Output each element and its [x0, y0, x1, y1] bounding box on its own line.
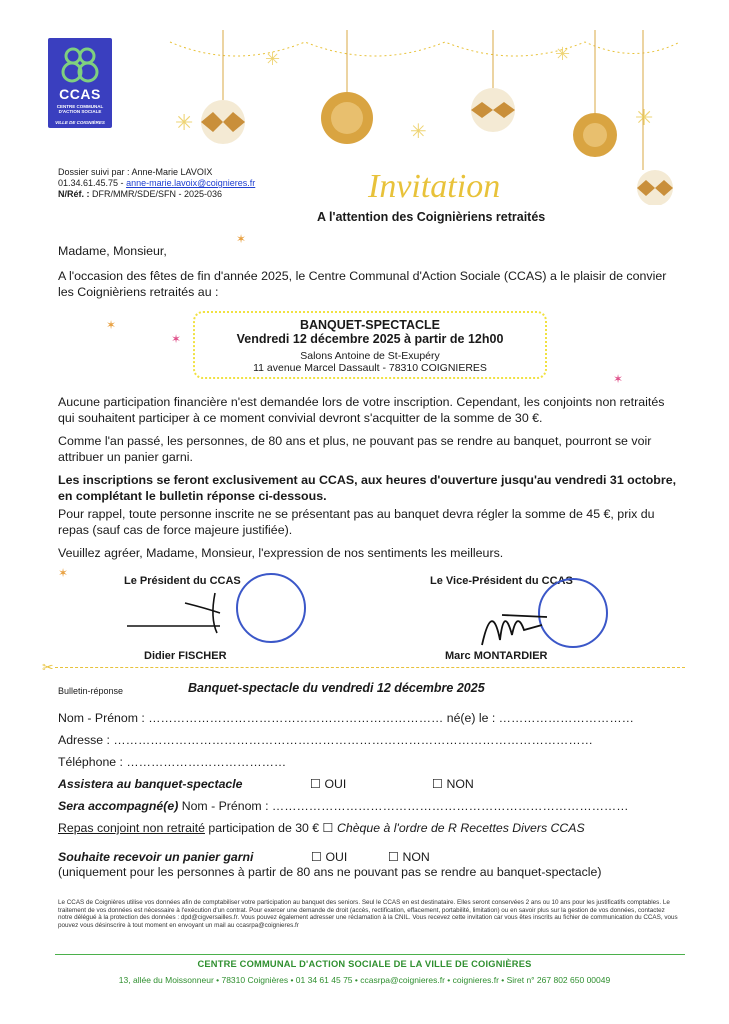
panier-non-checkbox[interactable]: ☐ NON — [388, 850, 430, 864]
event-date: Vendredi 12 décembre 2025 à partir de 12h00 — [236, 332, 504, 346]
field-accompagne[interactable] — [58, 799, 629, 813]
footer-org: CENTRE COMMUNAL D'ACTION SOCIALE DE LA VILLE DE COIGNIÈRES — [197, 959, 532, 969]
svg-text:✳: ✳ — [555, 44, 571, 64]
panier-label: Souhaite recevoir un panier garni — [58, 850, 254, 864]
form-title: Banquet-spectacle du vendredi 12 décembre 2025 — [188, 681, 485, 695]
field-telephone[interactable]: Téléphone : ………………………………… — [58, 755, 287, 769]
star-icon: ✶ — [58, 566, 69, 580]
dossier-line: Dossier suivi par : Anne-Marie LAVOIX — [58, 167, 213, 177]
assistera-label: Assistera au banquet-spectacle — [58, 777, 243, 791]
assistera-non-checkbox[interactable]: ☐ NON — [432, 777, 474, 791]
ref-value: DFR/MMR/SDE/SFN - 2025-036 — [89, 189, 223, 199]
privacy-notice: Le CCAS de Coignières utilise vos données afin de comptabiliser votre participation au banquet des seniors. Seul le CCAS en est destinataire. Elles seront conservées 2 ans ou 10 ans pour les justificatifs comptables. Le traitement de vos données est nécessaire à l'exécution d'un contrat. Pour exercer une demande de droit (accès, rectification, effacement, portabilité, limitation) ou en savoir plus sur la gestion de vos données, contactez notre délégué à la protection des données : dpd@cigversailles.fr. Vous pouvez également adresser une réclamation à la CNIL. Vous recevez cette invitation car vous êtes inscrits au fichier de communication du CCAS, vous pouvez vous désinscrire à tout moment en envoyant un mail au ccasrpa@coignieres.fr — [58, 899, 678, 929]
contact-line — [58, 178, 255, 189]
paragraph-participation: Aucune participation financière n'est demandée lors de votre inscription. Cependant, les conjoints non retraités qui souhaitent participer à ce moment convivial devront s'acquitter de la somme de 30 €. — [58, 395, 665, 425]
repas-label: Repas conjoint non retraité — [58, 821, 205, 835]
salutation: Madame, Monsieur, — [58, 244, 167, 258]
assistera-oui-checkbox[interactable]: ☐ OUI — [310, 777, 347, 791]
svg-text:✳: ✳ — [410, 121, 427, 143]
accompagne-field: Nom - Prénom : …………………………………………………………………………… — [178, 799, 629, 813]
logo-subtitle: CENTRE COMMUNAL D'ACTION SOCIALE — [56, 104, 104, 114]
vice-president-title: Le Vice-Président du CCAS — [430, 575, 573, 587]
event-address: 11 avenue Marcel Dassault - 78310 COIGNIERES — [253, 362, 487, 374]
paragraph-inscriptions: Les inscriptions se feront exclusivement au CCAS, aux heures d'ouverture jusqu'au vendredi 31 octobre, en complétant le bulletin réponse ci-dessous. — [58, 473, 677, 503]
star-icon: ✶ — [171, 332, 182, 346]
svg-text:✳: ✳ — [175, 110, 194, 135]
invitation-title: Invitation — [368, 168, 501, 205]
form-label: Bulletin-réponse — [58, 686, 124, 696]
svg-text:✳: ✳ — [635, 105, 654, 130]
panier-oui-checkbox[interactable]: ☐ OUI — [311, 850, 348, 864]
logo-city: VILLE DE COIGNIÈRES — [55, 120, 105, 125]
scissors-icon: ✂ — [42, 659, 54, 675]
president-signature-icon — [125, 588, 245, 638]
footer-contact: 13, allée du Moissonneur • 78310 Coignières • 01 34 61 45 75 • ccasrpa@coignieres.fr • coignieres.fr • Siret n° 267 802 650 00049 — [118, 975, 611, 985]
ref-label: N/Réf. : — [58, 189, 90, 199]
intro-paragraph: A l'occasion des fêtes de fin d'année 2025, le Centre Communal d'Action Sociale (CCAS) a le plaisir de convier les Coignièriens retraités au : — [58, 269, 667, 299]
reference-line — [58, 189, 222, 200]
president-name: Didier FISCHER — [144, 650, 227, 662]
panier-note: (uniquement pour les personnes à partir de 80 ans ne pouvant pas se rendre au banquet-spectacle) — [58, 865, 602, 879]
ccas-logo — [48, 38, 112, 128]
svg-text:✳: ✳ — [265, 49, 281, 69]
star-icon: ✶ — [613, 372, 624, 386]
field-adresse[interactable]: Adresse : ……………………………………………………………………………………………………… — [58, 733, 593, 747]
event-venue: Salons Antoine de St-Exupéry — [300, 350, 440, 362]
president-title: Le Président du CCAS — [124, 575, 241, 587]
phone: 01.34.61.45.75 - — [58, 178, 127, 188]
star-icon: ✶ — [106, 318, 117, 332]
footer-divider — [55, 954, 685, 955]
cheque-note: Chèque à l'ordre de R Recettes Divers CCAS — [337, 821, 585, 835]
paragraph-panier: Comme l'an passé, les personnes, de 80 ans et plus, ne pouvant pas se rendre au banquet, pourront se voir attribuer un panier garni. — [58, 434, 652, 464]
vice-president-signature-icon — [472, 595, 552, 650]
repas-checkbox[interactable]: participation de 30 € ☐ — [204, 821, 337, 835]
email-link[interactable]: anne-marie.lavoix@coignieres.fr — [126, 178, 256, 188]
closing-line: Veuillez agréer, Madame, Monsieur, l'expression de nos sentiments les meilleurs. — [58, 546, 504, 560]
logo-rings-icon — [60, 46, 100, 84]
event-box — [193, 311, 547, 379]
attention-line: A l'attention des Coignièriens retraités — [317, 210, 546, 224]
ccas-stamp — [236, 573, 306, 643]
repas-conjoint-line[interactable] — [58, 821, 585, 835]
event-name: BANQUET-SPECTACLE — [299, 318, 441, 332]
field-nom-prenom[interactable]: Nom - Prénom : ……………………………………………………………… né(e) le : …………………………… — [58, 711, 634, 725]
vice-president-name: Marc MONTARDIER — [445, 650, 548, 662]
paragraph-rappel: Pour rappel, toute personne inscrite ne se présentant pas au banquet devra régler la somme de 45 €, prix du repas (sauf cas de force majeure justifiée). — [58, 507, 655, 537]
accompagne-label: Sera accompagné(e) — [58, 799, 179, 813]
logo-brand: CCAS — [59, 86, 101, 102]
cut-line — [55, 667, 685, 668]
star-icon: ✶ — [236, 232, 247, 246]
